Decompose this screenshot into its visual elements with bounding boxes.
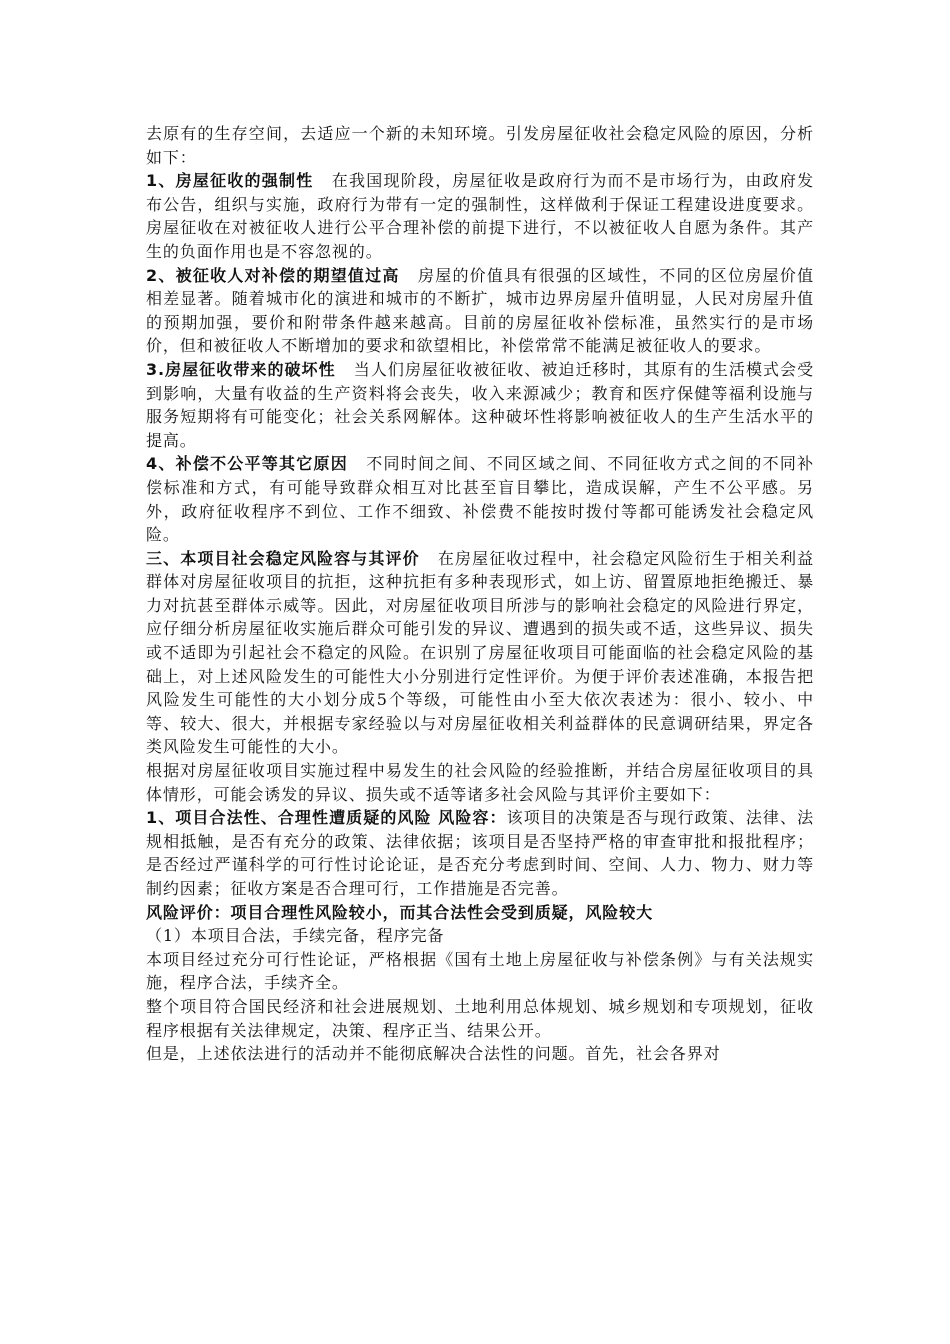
paragraph-body: 在房屋征收过程中，社会稳定风险衍生于相关利益群体对房屋征收项目的抗拒，这种抗拒有多种表现形式，如上访、留置原地拒绝搬迁、暴力对抗甚至群体示威等。因此，对房屋征收项目所涉与的影响社会稳定的风险进行界定，应仔细分析房屋征收实施后群众可能引发的异议、遭遇到的损失或不适，这些异议、损失或不适即为引起社会不稳定的风险。在识别了房屋征收项目可能面临的社会稳定风险的基础上，对上述风险发生的可能性大小分别进行定性评价。为便于评价表述准确，本报告把风险发生可能性的大小划分成5个等级，可能性由小至大依次表述为：很小、较小、中等、较大、很大，并根据专家经验以与对房屋征收相关利益群体的民意调研结果，界定各类风险发生可能性的大小。 <box>146 548 814 757</box>
section-heading: 三、本项目社会稳定风险容与其评价 <box>146 548 420 568</box>
paragraph-body: 在我国现阶段，房屋征收是政府行为而不是市场行为，由政府发布公告，组织与实施，政府行为带有一定的强制性，这样做利于保证工程建设进度要求。房屋征收在对被征收人进行公平合理补偿的前提下进行，不以被征收人自愿为条件。其产生的负面作用也是不容忽视的。 <box>146 171 814 261</box>
paragraph-body: 房屋的价值具有很强的区域性，不同的区位房屋价值相差显著。随着城市化的演进和城市的不断扩，城市边界房屋升值明显，人民对房屋升值的预期加强，要价和附带条件越来越高。目前的房屋征收补偿标准，虽然实行的是市场价，但和被征收人不断增加的要求和欲望相比，补偿常常不能满足被征收人的要求。 <box>146 265 815 356</box>
paragraph-body: 该项目的决策是否与现行政策、法律、法规相抵触，是否有充分的政策、法律依据；该项目是否坚持严格的审查审批和报批程序；是否经过严谨科学的可行性讨论论证，是否充分考虑到时间、空间、人力、物力、财力等制约因素；征收方案是否合理可行，工作措施是否完善。 <box>146 808 814 898</box>
paragraph-planning <box>146 995 814 1042</box>
document-page <box>146 122 814 1066</box>
paragraph-body: （1）本项目合法，手续完备，程序完备 <box>146 926 445 946</box>
paragraph-feasibility <box>146 948 814 995</box>
paragraph-body: 整个项目符合国民经济和社会进展规划、土地利用总体规划、城乡规划和专项规划，征收程序根据有关法律规定，决策、程序正当、结果公开。 <box>146 996 814 1040</box>
paragraph-body: 根据对房屋征收项目实施过程中易发生的社会风险的经验推断，并结合房屋征收项目的具体情形，可能会诱发的异议、损失或不适等诸多社会风险与其评价主要如下： <box>146 761 814 804</box>
paragraph-however <box>146 1042 814 1066</box>
section-heading: 1、项目合法性、合理性遭质疑的风险 风险容： <box>146 808 507 828</box>
paragraph-risk-evaluation <box>146 901 814 925</box>
paragraph-body: 但是，上述依法进行的活动并不能彻底解决合法性的问题。首先，社会各界对 <box>146 1044 721 1064</box>
paragraph-item-1 <box>146 924 814 948</box>
section-heading: 4、补偿不公平等其它原因 <box>146 454 348 474</box>
paragraph-legality-risk <box>146 806 814 900</box>
paragraph-inference <box>146 759 814 806</box>
paragraph-intro <box>146 122 814 169</box>
paragraph-body: 去原有的生存空间，去适应一个新的未知环境。引发房屋征收社会稳定风险的原因，分析如下： <box>146 124 814 167</box>
paragraph-risk-content <box>146 547 814 759</box>
paragraph-body: 本项目经过充分可行性论证，严格根据《国有土地上房屋征收与补偿条例》与有关法规实施，程序合法，手续齐全。 <box>146 949 814 993</box>
paragraph-body: 不同时间之间、不同区域之间、不同征收方式之间的不同补偿标准和方式，有可能导致群众相互对比甚至盲目攀比，造成误解，产生不公平感。另外，政府征收程序不到位、工作不细致、补偿费不能按时拨付等都可能诱发社会稳定风险。 <box>146 454 814 545</box>
section-heading: 风险评价：项目合理性风险较小，而其合法性会受到质疑，风险较大 <box>146 902 654 922</box>
paragraph-expectation <box>146 264 814 358</box>
paragraph-destructiveness <box>146 358 814 452</box>
section-heading: 3.房屋征收带来的破坏性 <box>146 359 336 379</box>
paragraph-unfairness <box>146 452 814 546</box>
section-heading: 2、被征收人对补偿的期望值过高 <box>146 265 400 285</box>
paragraph-compulsory <box>146 169 814 263</box>
paragraph-body: 当人们房屋征收被征收、被迫迁移时，其原有的生活模式会受到影响，大量有收益的生产资料将会丧失，收入来源减少；教育和医疗保健等福利设施与服务短期将有可能变化；社会关系网解体。这种破坏性将影响被征收人的生产生活水平的提高。 <box>146 359 814 450</box>
section-heading: 1、房屋征收的强制性 <box>146 171 314 191</box>
